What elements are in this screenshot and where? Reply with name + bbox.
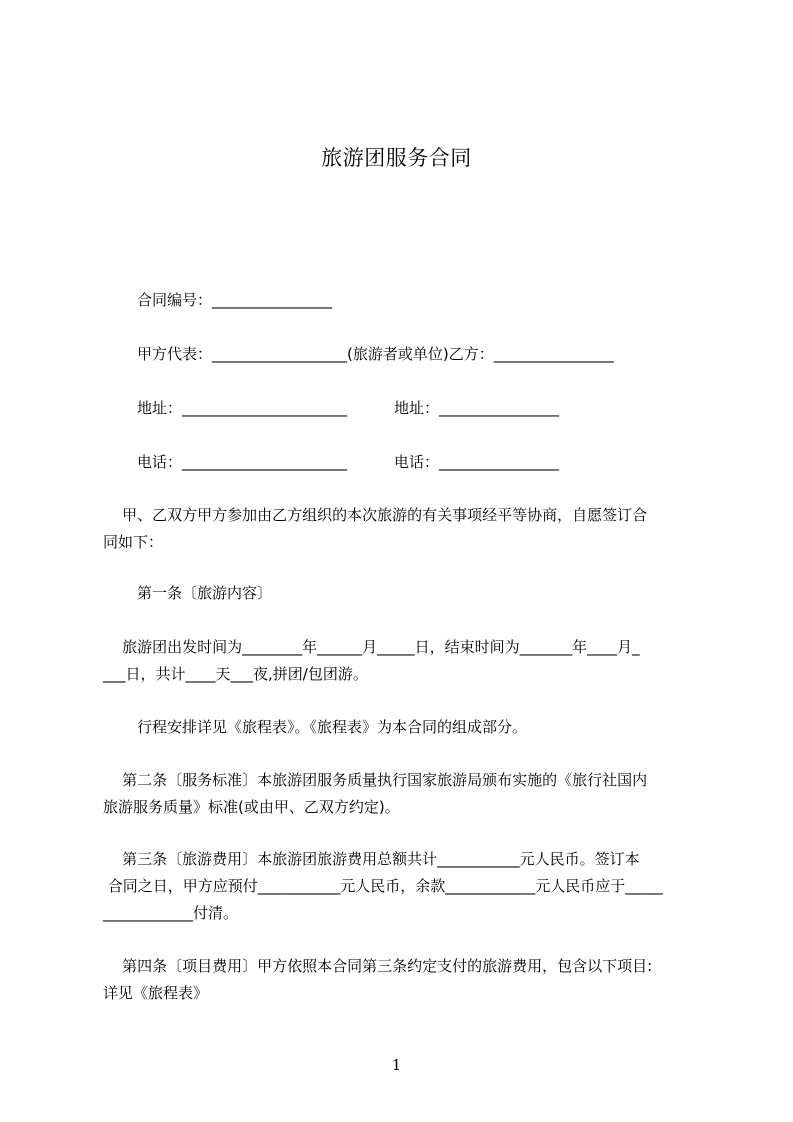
article-4-line-1: 第四条〔项目费用〕甲方依照本合同第三条约定支付的旅游费用，包含以下项目: xyxy=(103,957,653,975)
article-1-line-1: 旅游团出发时间为________年______月_____日，结束时间为_______年____月_ xyxy=(103,638,640,656)
itinerary-note: 行程安排详见《旅程表》。《旅程表》为本合同的组成部分。 xyxy=(137,718,528,736)
contract-number-field: 合同编号：________________ xyxy=(137,291,333,309)
article-4-line-2: 详见《旅程表》 xyxy=(103,984,209,1002)
article-1-heading: 第一条〔旅游内容〕 xyxy=(137,584,273,602)
page-number: 1 xyxy=(391,1056,402,1074)
article-2-line-1: 第二条〔服务标准〕本旅游团服务质量执行国家旅游局颁布实施的《旅行社国内 xyxy=(103,771,648,789)
article-3-line-2: 合同之日，甲方应预付___________元人民币，余款____________元人民币应于_____ xyxy=(103,877,663,895)
party-b-phone-field: 电话：________________ xyxy=(394,453,560,471)
article-1-line-2: ___日，共计____天___夜,拼团/包团游。 xyxy=(103,665,368,683)
party-a-representative-field: 甲方代表：__________________(旅游者或单位)乙方：________________ xyxy=(137,345,614,363)
intro-paragraph-line-2: 同如下： xyxy=(103,533,164,551)
party-a-address-field: 地址：______________________ xyxy=(137,399,348,417)
article-3-line-3: ____________付清。 xyxy=(103,904,239,922)
party-a-phone-field: 电话：______________________ xyxy=(137,453,348,471)
intro-paragraph-line-1: 甲、乙双方甲方参加由乙方组织的本次旅游的有关事项经平等协商，自愿签订合 xyxy=(103,506,648,524)
article-2-line-2: 旅游服务质量》标准(或由甲、乙双方约定)。 xyxy=(103,798,400,816)
article-3-line-1: 第三条〔旅游费用〕本旅游团旅游费用总额共计___________元人民币。签订本 xyxy=(103,850,640,868)
document-title: 旅游团服务合同 xyxy=(321,146,472,170)
party-b-address-field: 地址：________________ xyxy=(394,399,560,417)
